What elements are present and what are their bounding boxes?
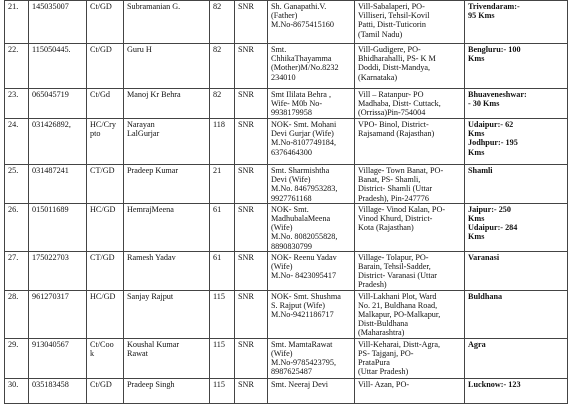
force-number-cell: 145035007	[29, 1, 87, 44]
home-address-cell: Vill-Keharai, Distt-Agra, PS- Tajganj, PO- PrataPura (Uttar Pradesh)	[355, 338, 465, 378]
serial-number-cell: 28.	[5, 290, 29, 338]
serial-number-cell: 27.	[5, 251, 29, 290]
table-row	[5, 251, 568, 290]
name-cell: Pradeep Kumar	[124, 165, 210, 204]
serial-number-cell: 22.	[5, 44, 29, 89]
table-row	[5, 203, 568, 251]
name-cell: Narayan LalGurjar	[124, 119, 210, 165]
destination-cell: Buldhana	[465, 290, 568, 338]
force-number-cell: 913040567	[29, 338, 87, 378]
serial-number-cell: 25.	[5, 165, 29, 204]
home-address-cell: Vill – Ratanpur- PO Madhaba, Distt- Cuttack, (Orrissa)Pin-754004	[355, 89, 465, 119]
serial-number-cell: 30.	[5, 378, 29, 403]
home-address-cell: Vill-Lakhani Plot, Ward No. 21, Buldhana Road, Malkapur, PO-Malkapur, Distt-Buldhana (Maharashtra)	[355, 290, 465, 338]
sector-cell: SNR	[235, 251, 268, 290]
force-number-cell: 065045719	[29, 89, 87, 119]
rank-cell: CT/GD	[87, 165, 124, 204]
table-row	[5, 338, 568, 378]
name-cell: Koushal Kumar Rawat	[124, 338, 210, 378]
name-cell: Ramesh Yadav	[124, 251, 210, 290]
next-of-kin-cell: Smt. Neeraj Devi	[268, 378, 355, 403]
unit-number-cell: 61	[210, 251, 235, 290]
home-address-cell: Vill- Azan, PO-	[355, 378, 465, 403]
next-of-kin-cell: NOK- Reenu Yadav (Wife) M.No- 8423095417	[268, 251, 355, 290]
force-number-cell: 035183458	[29, 378, 87, 403]
home-address-cell: Village- Tolapur, PO- Barain, Tehsil-Sadder, District- Varanasi (Uttar Pradesh)	[355, 251, 465, 290]
destination-cell: Udaipur:- 62 Kms Jodhpur:- 195 Kms	[465, 119, 568, 165]
destination-cell: Bhuaveneshwar: - 30 Kms	[465, 89, 568, 119]
name-cell: HemrajMeena	[124, 203, 210, 251]
home-address-cell: Village- Vinod Kalan, PO- Vinod Khurd, District- Kota (Rajasthan)	[355, 203, 465, 251]
next-of-kin-cell: Smt. MamtaRawat (Wife) M.No-9785423795, 8987625487	[268, 338, 355, 378]
name-cell: Subramanian G.	[124, 1, 210, 44]
destination-cell: Agra	[465, 338, 568, 378]
sector-cell: SNR	[235, 290, 268, 338]
next-of-kin-cell: Smt. ChhikaThayamma (Mother)M/No.8232 234010	[268, 44, 355, 89]
unit-number-cell: 82	[210, 1, 235, 44]
unit-number-cell: 82	[210, 89, 235, 119]
home-address-cell: Vill-Sabalaperi, PO- Villiseri, Tehsil-Kovil Patti, Distt-Tuticorin (Tamil Nadu)	[355, 1, 465, 44]
table-row	[5, 165, 568, 204]
sector-cell: SNR	[235, 378, 268, 403]
force-number-cell: 961270317	[29, 290, 87, 338]
destination-cell: Jaipur:- 250 Kms Udaipur:- 284 Kms	[465, 203, 568, 251]
destination-cell: Lucknow:- 123	[465, 378, 568, 403]
serial-number-cell: 24.	[5, 119, 29, 165]
rank-cell: Ct/Coo k	[87, 338, 124, 378]
rank-cell: HC/GD	[87, 290, 124, 338]
destination-cell: Shamli	[465, 165, 568, 204]
unit-number-cell: 21	[210, 165, 235, 204]
home-address-cell: Village- Town Banat, PO- Banat, PS- Shamli, District- Shamli (Uttar Pradesh), Pin-247776	[355, 165, 465, 204]
next-of-kin-cell: NOK- Smt. Shushma S. Rajput (Wife) M.No-9421186717	[268, 290, 355, 338]
rank-cell: HC/GD	[87, 203, 124, 251]
force-number-cell: 015011689	[29, 203, 87, 251]
destination-cell: Trivendaram:- 95 Kms	[465, 1, 568, 44]
destination-cell: Varanasi	[465, 251, 568, 290]
home-address-cell: Vill-Gudigere, PO- Bhidharahalli, PS- K M Doddi, Distt-Mandya, (Karnataka)	[355, 44, 465, 89]
rank-cell: HC/Cry pto	[87, 119, 124, 165]
serial-number-cell: 29.	[5, 338, 29, 378]
rank-cell: Ct/GD	[87, 378, 124, 403]
serial-number-cell: 23.	[5, 89, 29, 119]
next-of-kin-cell: Smt. Sharmishtha Devi (Wife) M.No. 8467953283, 9927761168	[268, 165, 355, 204]
serial-number-cell: 26.	[5, 203, 29, 251]
next-of-kin-cell: NOK- Smt. Mohani Devi Gurjar (Wife) M.No-8107749184, 6376464300	[268, 119, 355, 165]
table-row	[5, 378, 568, 403]
home-address-cell: VPO- Binol, District- Rajsamand (Rajasthan)	[355, 119, 465, 165]
personnel-table	[4, 0, 568, 404]
force-number-cell: 031487241	[29, 165, 87, 204]
unit-number-cell: 61	[210, 203, 235, 251]
table-row	[5, 44, 568, 89]
rank-cell: Ct/Gd	[87, 89, 124, 119]
destination-cell: Bengluru:- 100 Kms	[465, 44, 568, 89]
sector-cell: SNR	[235, 165, 268, 204]
name-cell: Sanjay Rajput	[124, 290, 210, 338]
next-of-kin-cell: Smt Ililata Behra , Wife- M0b No- 9938179958	[268, 89, 355, 119]
serial-number-cell: 21.	[5, 1, 29, 44]
sector-cell: SNR	[235, 1, 268, 44]
unit-number-cell: 115	[210, 338, 235, 378]
unit-number-cell: 82	[210, 44, 235, 89]
name-cell: Guru H	[124, 44, 210, 89]
unit-number-cell: 115	[210, 290, 235, 338]
rank-cell: Ct/GD	[87, 1, 124, 44]
table-row	[5, 290, 568, 338]
force-number-cell: 115050445.	[29, 44, 87, 89]
name-cell: Manoj Kr Behra	[124, 89, 210, 119]
sector-cell: SNR	[235, 203, 268, 251]
table-row	[5, 119, 568, 165]
rank-cell: CT/GD	[87, 251, 124, 290]
rank-cell: Ct/GD	[87, 44, 124, 89]
sector-cell: SNR	[235, 338, 268, 378]
force-number-cell: 031426892,	[29, 119, 87, 165]
unit-number-cell: 118	[210, 119, 235, 165]
force-number-cell: 175022703	[29, 251, 87, 290]
name-cell: Pradeep Singh	[124, 378, 210, 403]
next-of-kin-cell: Sh. Ganapathi.V. (Father) M.No-8675415160	[268, 1, 355, 44]
sector-cell: SNR	[235, 89, 268, 119]
sector-cell: SNR	[235, 44, 268, 89]
unit-number-cell: 115	[210, 378, 235, 403]
next-of-kin-cell: NOK- Smt. MadhubalaMeena (Wife) M.No. 8082055828, 8890830799	[268, 203, 355, 251]
table-row	[5, 89, 568, 119]
table-row	[5, 1, 568, 44]
sector-cell: SNR	[235, 119, 268, 165]
